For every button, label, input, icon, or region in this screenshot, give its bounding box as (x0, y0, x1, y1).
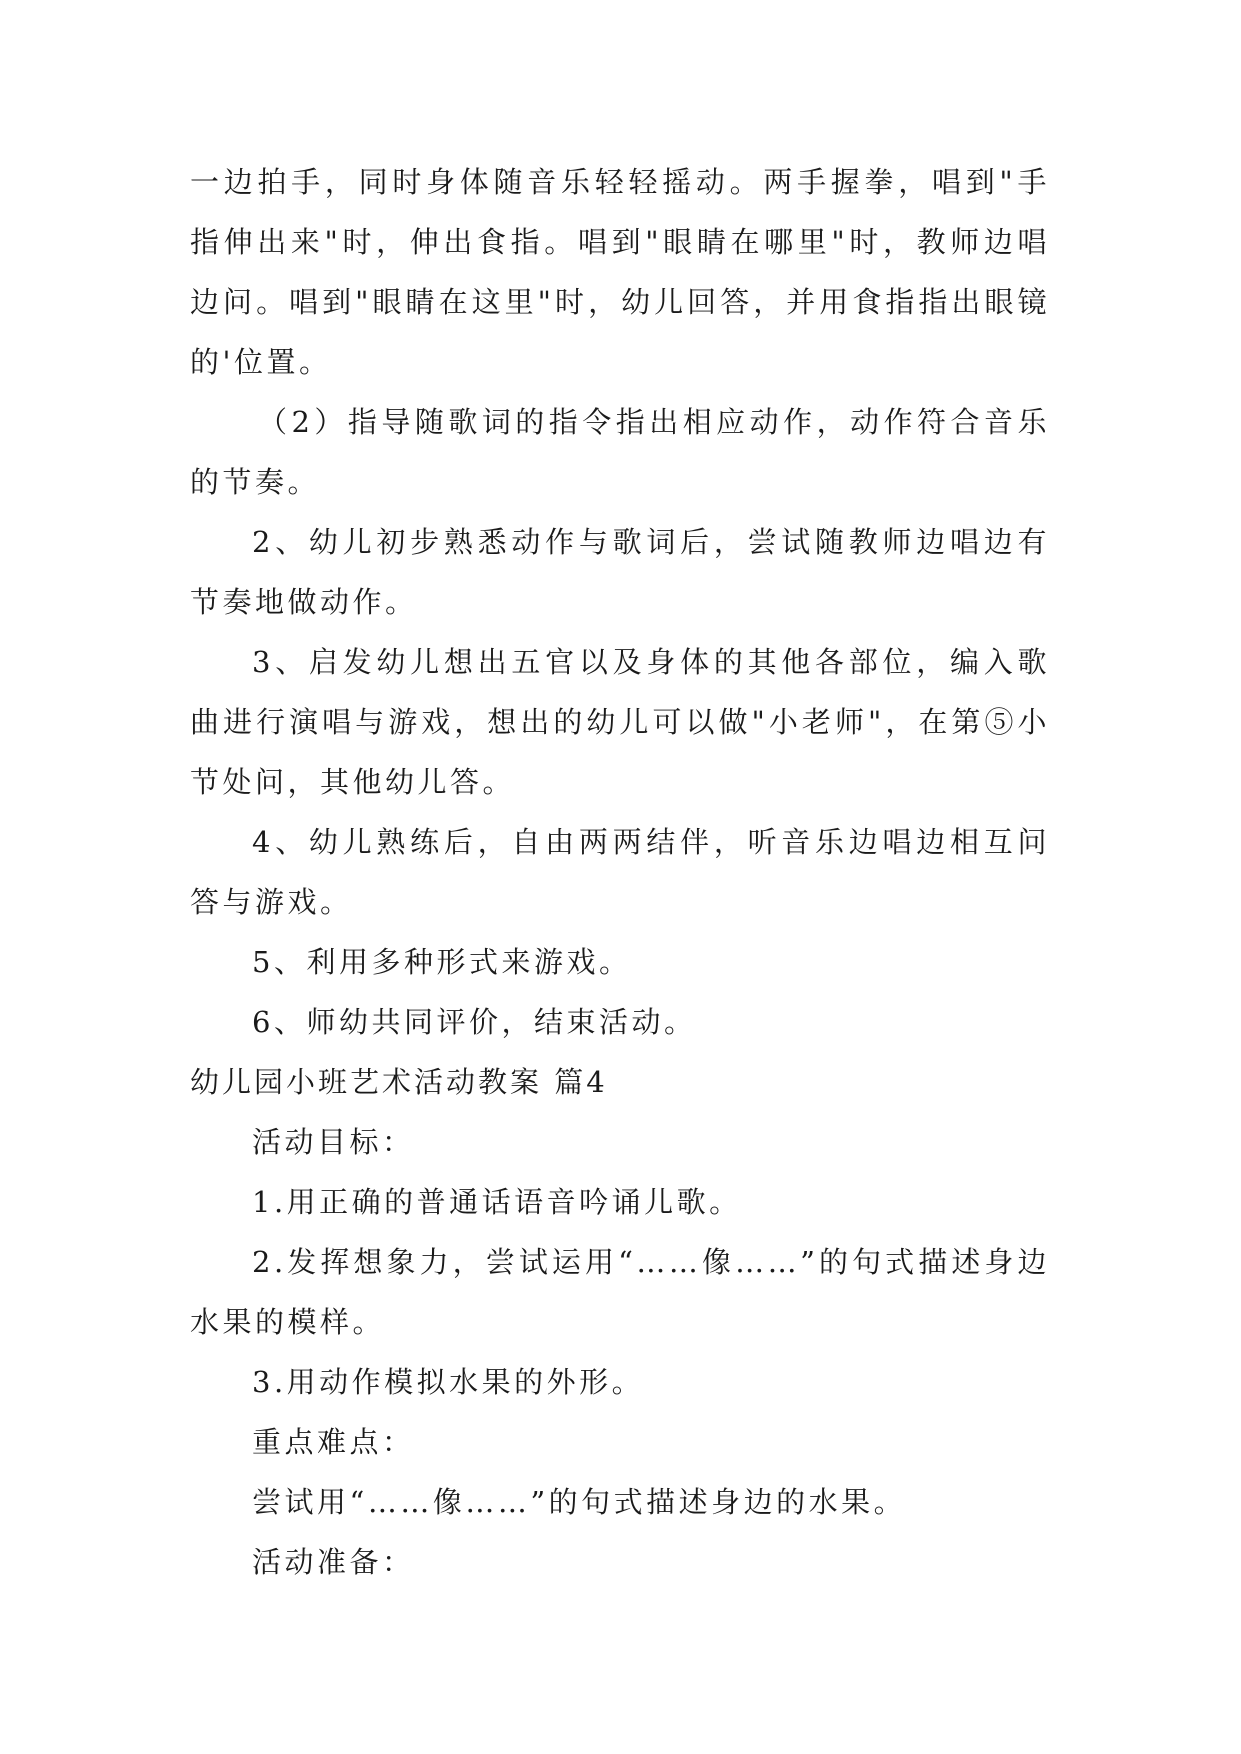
goal-item-1: 1.用正确的普通话语音吟诵儿歌。 (252, 1185, 742, 1219)
paragraph-continuation: 一边拍手，同时身体随音乐轻轻摇动。两手握拳，唱到"手指伸出来"时，伸出食指。唱到"眼睛在哪里"时，教师边唱边问。唱到"眼睛在这里"时，幼儿回答，并用食指指出眼镜的'位置。 (190, 165, 1050, 379)
paragraph-step-2-sub: （2）指导随歌词的指令指出相应动作，动作符合音乐的节奏。 (190, 405, 1050, 499)
subheading-key-points: 重点难点： (252, 1425, 415, 1459)
key-points-text: 尝试用“……像……”的句式描述身边的水果。 (252, 1485, 907, 1519)
paragraph-step-5: 5、利用多种形式来游戏。 (252, 945, 632, 979)
paragraph-step-3: 3、启发幼儿想出五官以及身体的其他各部位，编入歌曲进行演唱与游戏，想出的幼儿可以做"小老师"，在第⑤小节处问，其他幼儿答。 (190, 645, 1050, 799)
paragraph-step-6: 6、师幼共同评价，结束活动。 (252, 1005, 697, 1039)
subheading-activity-goals: 活动目标： (252, 1125, 415, 1159)
subheading-activity-prep: 活动准备： (252, 1545, 415, 1579)
paragraph-step-4: 4、幼儿熟练后，自由两两结伴，听音乐边唱边相互问答与游戏。 (190, 825, 1050, 919)
document-body (190, 152, 1050, 1592)
goal-item-2: 2.发挥想象力，尝试运用“……像……”的句式描述身边水果的模样。 (190, 1245, 1050, 1339)
goal-item-3: 3.用动作模拟水果的外形。 (252, 1365, 645, 1399)
paragraph-step-2: 2、幼儿初步熟悉动作与歌词后，尝试随教师边唱边有节奏地做动作。 (190, 525, 1050, 619)
section-heading: 幼儿园小班艺术活动教案 篇4 (190, 1065, 608, 1099)
